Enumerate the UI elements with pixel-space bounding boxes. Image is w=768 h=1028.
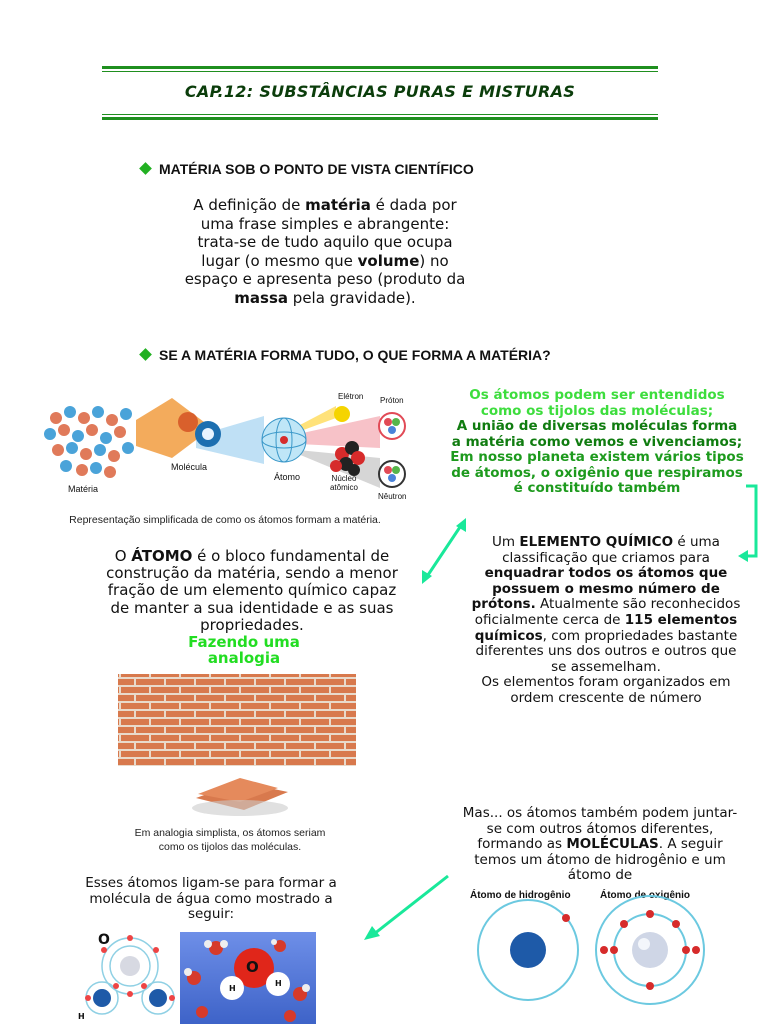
analogy-label-box <box>160 633 328 667</box>
text-run: , com propriedades bastante diferentes uns dos outros e outros que se assemelham. <box>475 627 738 675</box>
green-note-line3: Em nosso planeta existem vários tipos de átomos, o oxigênio que respiramos é constituído também <box>450 449 744 496</box>
bold-term-materia: matéria <box>305 196 371 214</box>
label-materia: Matéria <box>68 484 99 494</box>
analogy-label: Fazendo uma analogia <box>188 633 300 667</box>
diamond-bullet-icon <box>139 162 152 175</box>
matter-cluster-icon <box>44 406 134 478</box>
arrow-to-water-icon <box>360 872 454 944</box>
section-heading-materia <box>141 161 474 177</box>
water-image-h-left: H <box>229 984 236 993</box>
bold-term-massa: massa <box>234 288 289 307</box>
bold-term-atomo: ÁTOMO <box>131 547 193 565</box>
label-proton: Próton <box>380 396 404 405</box>
text-run: . A seguir temos um átomo de hidrogênio e um átomo de <box>474 836 726 884</box>
matter-atom-diagram <box>36 388 416 506</box>
text-run: Um <box>492 534 520 550</box>
water-image-h-right: H <box>275 979 282 988</box>
page-title: CAP.12: SUBSTÂNCIAS PURAS E MISTURAS <box>184 82 576 101</box>
water-molecule-image <box>180 932 316 1024</box>
text-run: é dada por uma frase simples e abrangente: trata-se de tudo aquilo que ocupa lugar (o mesmo que <box>197 196 457 270</box>
water-atom-diagram <box>76 930 180 1024</box>
text-run: Atualmente são reconhecidos oficialmente cerca de <box>474 596 741 628</box>
bold-term-115: 115 elementos químicos <box>474 611 738 644</box>
bold-term-enquadrar: enquadrar todos os átomos que possuem o mesmo número de prótons. <box>471 565 728 613</box>
bold-term-volume: volume <box>357 251 420 270</box>
text-run: Os elementos foram organizados em ordem crescente de número <box>481 674 731 706</box>
water-text: Esses átomos ligam-se para formar a molécula de água como mostrado a seguir: <box>85 875 337 922</box>
brick-wall-image <box>90 670 396 820</box>
green-note-line2: A união de diversas moléculas forma a matéria como vemos e vivenciamos; <box>451 418 743 450</box>
water-h-label: H <box>78 1012 85 1021</box>
text-run: O <box>114 547 132 565</box>
section-heading-text: SE A MATÉRIA FORMA TUDO, O QUE FORMA A MATÉRIA? <box>159 347 551 363</box>
title-rule-top-thin <box>102 71 658 72</box>
molecules-text <box>462 805 738 884</box>
hydrogen-oxygen-atoms-image <box>468 888 718 1024</box>
bold-term-elemento: ELEMENTO QUÍMICO <box>519 534 674 550</box>
section-heading-text: MATÉRIA SOB O PONTO DE VISTA CIENTÍFICO <box>159 161 474 177</box>
text-run: ) no espaço e apresenta peso (produto da <box>184 251 466 288</box>
label-eletron: Elétron <box>338 392 364 401</box>
section-heading-question <box>141 347 551 363</box>
element-definition <box>466 535 746 735</box>
label-nucleo: Núcleo atômico <box>329 474 358 492</box>
green-note-line1: Os átomos podem ser entendidos como os tijolos das moléculas; <box>469 387 725 419</box>
title-rule-bottom-thin <box>102 114 658 115</box>
text-run: pela gravidade). <box>288 288 416 307</box>
text-run: A definição de <box>193 196 306 214</box>
atom-definition <box>106 548 398 634</box>
brick-caption: Em analogia simplista, os átomos seriam como os tijolos das moléculas. <box>134 827 326 853</box>
materia-definition <box>180 196 470 307</box>
diagram-caption: Representação simplificada de como os átomos formam a matéria. <box>69 514 381 526</box>
label-molecula: Molécula <box>171 462 208 472</box>
oxygen-atom-label: Átomo de oxigênio <box>600 890 690 901</box>
bold-term-moleculas: MOLÉCULAS <box>566 836 659 853</box>
text-run: é o bloco fundamental de construção da matéria, sendo a menor fração de um elemento químico capaz de manter a sua identidade e as suas propriedades. <box>106 547 398 634</box>
title-rule-bottom <box>102 117 658 120</box>
text-run: Mas... os átomos também podem juntar-se com outros átomos diferentes, formando as <box>462 805 738 853</box>
diamond-bullet-icon <box>139 348 152 361</box>
label-atomo: Átomo <box>274 472 301 482</box>
hydrogen-atom-label: Átomo de hidrogênio <box>470 890 571 901</box>
title-rule-top <box>102 66 658 69</box>
green-note <box>450 388 744 503</box>
water-o-label: O <box>98 932 110 948</box>
water-image-o-label: O <box>246 958 259 976</box>
text-run: é uma classificação que criamos para <box>502 534 720 566</box>
label-neutron: Nêutron <box>378 492 407 501</box>
double-arrow-icon <box>416 516 472 586</box>
